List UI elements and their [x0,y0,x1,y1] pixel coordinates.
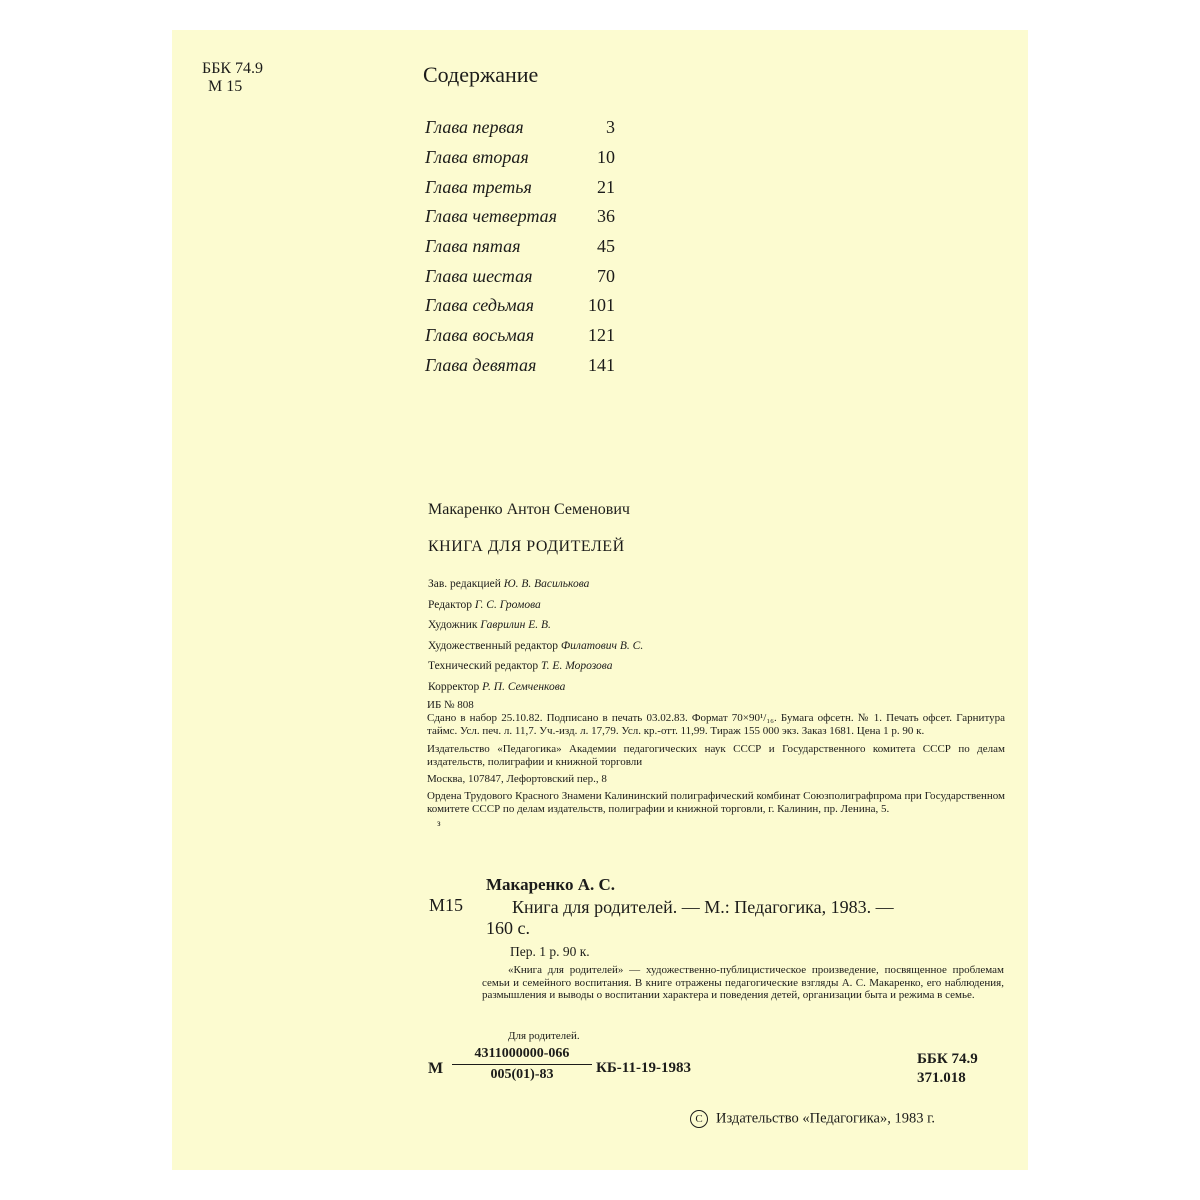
credit-name: Г. С. Громова [474,598,541,611]
imprint-address: Москва, 107847, Лефортовский пер., 8 [427,773,607,786]
catalog-author: Макаренко А. С. [486,875,616,894]
book-title: КНИГА ДЛЯ РОДИТЕЛЕЙ [428,538,625,555]
credit-line [428,636,643,657]
credit-role: Зав. редакцией [428,578,501,590]
toc-page-number: 101 [588,295,615,316]
credit-name: Р. П. Семченкова [482,680,566,693]
toc-page-number: 3 [606,117,615,138]
credit-name: Т. Е. Морозова [541,660,613,673]
credit-role: Технический редактор [428,660,539,673]
toc-row [425,351,615,381]
credit-line [428,677,643,698]
toc-chapter-title: Глава первая [425,117,524,138]
catalog-price: Пер. 1 р. 90 к. [510,944,590,959]
toc-chapter-title: Глава шестая [425,265,533,286]
toc-row [425,232,615,262]
toc-row [425,202,615,232]
imprint-ib: ИБ № 808 [427,699,474,711]
code-denominator: 005(01)-83 [490,1067,554,1082]
bbk-code: ББК 74.9 [202,60,264,77]
toc-row [425,172,615,202]
author-full-name: Макаренко Антон Семенович [428,501,630,518]
credits-list [428,574,643,698]
toc-row [425,143,615,173]
imprint-print-details: Сдано в набор 25.10.82. Подписано в печать 03.02.83. Формат 70×90¹/₁₆. Бумага офсетн. № 1. Печать офсет. Гарнитура таймс. Усл. печ. л. 11,7. Уч.-изд. л. 17,79. Усл. кр.-отт. 11,99. Тираж 155 000 экз. Заказ 1681. Цена 1 р. 90 к. [427,712,1005,738]
credit-line [428,595,643,616]
credit-name: Филатович В. С. [560,639,644,652]
copyright-icon: C [690,1110,708,1128]
udk-code: 371.018 [917,1070,966,1086]
catalog-audience: Для родителей. [508,1030,580,1042]
toc-page-number: 45 [597,236,615,257]
toc-row [425,321,615,351]
credit-role: Корректор [428,680,480,693]
code-letter: М [428,1060,444,1077]
credit-line [428,656,643,677]
credit-line [428,574,643,595]
toc-chapter-title: Глава девятая [425,354,537,375]
catalog-annotation: «Книга для родителей» — художественно-публицистическое произведение, посвященное проблемам семьи и семейного воспитания. В книге отражены педагогические взгляды А. С. Макаренко, его наблюдения, размышления и выводы о воспитании характера и поведения детей, организации быта и режима в семье. [482,964,1004,1002]
toc-chapter-title: Глава четвертая [425,206,558,227]
imprint-block [427,699,1005,830]
toc-heading: Содержание [423,62,539,87]
toc-row [425,261,615,291]
kb-code: КБ-11-19-1983 [596,1060,691,1076]
toc-chapter-title: Глава вторая [425,147,529,168]
catalog-description: Книга для родителей. — М.: Педагогика, 1983. — [512,897,894,917]
imprint-publisher: Издательство «Педагогика» Академии педагогических наук СССР и Государственного комитета СССР по делам издательств, полиграфии и книжной торговли [427,742,1005,768]
toc-chapter-title: Глава седьмая [425,295,534,316]
toc-chapter-title: Глава пятая [425,236,521,257]
code-numerator: 4311000000-066 [452,1046,592,1065]
credit-role: Редактор [428,598,472,611]
toc-page-number: 121 [588,325,615,346]
credit-role: Художник [428,619,478,632]
imprint-printer: Ордена Трудового Красного Знамени Калининский полиграфический комбинат Союзполиграфпрома при Государственном комитете СССР по делам издательств, полиграфии и книжной торговли, г. Калинин, пр. Ленина, 5. [427,790,1005,816]
toc-row [425,113,615,143]
toc-page-number: 21 [597,176,615,197]
toc-chapter-title: Глава восьмая [425,325,535,346]
copyright-text: Издательство «Педагогика», 1983 г. [716,1110,936,1127]
credit-line [428,615,643,636]
bbk-classification-bottom [917,1050,978,1088]
credit-role: Художественный редактор [428,639,558,652]
toc-page-number: 70 [597,265,615,286]
table-of-contents [425,113,615,380]
document-page [172,30,1028,1170]
imprint-mark: з [437,817,441,828]
bbk-code-bottom: ББК 74.9 [917,1051,978,1067]
bbk-classification-top [202,60,263,96]
credit-name: Гаврилин Е. В. [480,619,551,632]
copyright-line [690,1110,935,1128]
author-mark: М 15 [208,78,243,95]
catalog-index: М15 [429,895,464,915]
catalog-pages: 160 с. [486,918,530,938]
toc-page-number: 10 [597,147,615,168]
credit-name: Ю. В. Василькова [503,578,590,590]
toc-page-number: 141 [588,354,615,375]
toc-chapter-title: Глава третья [425,176,532,197]
toc-page-number: 36 [597,206,615,227]
code-fraction [452,1046,592,1083]
toc-row [425,291,615,321]
